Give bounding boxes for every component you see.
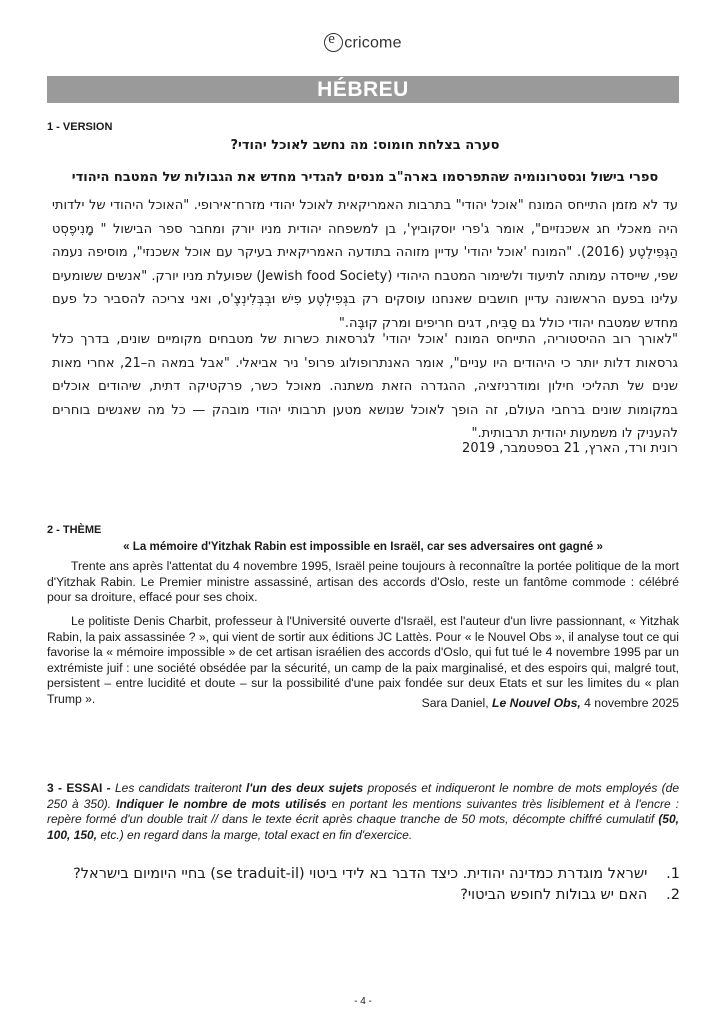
essay-text-g: etc.) en regard dans la marge, total exact en fin d'exercice.: [97, 827, 413, 842]
theme-citation: [47, 696, 679, 710]
logo-e-icon: [324, 33, 343, 52]
question-2-number: 2.: [666, 887, 680, 903]
essay-question-2: [60, 887, 680, 903]
question-1-text: ישראל מוגדרת כמדינה יהודית. כיצד הדבר בא לידי ביטוי (se traduit-il) בחיי היומיום בישראל?: [73, 866, 648, 882]
version-citation: רונית ורד, הארץ, 21 בספטמבר, 2019: [462, 441, 678, 456]
essay-text-f: (50, 100, 150,: [47, 812, 679, 842]
citation-author: Sara Daniel,: [421, 696, 493, 710]
version-subtitle: ספרי בישול וגסטרונומיה שהתפרסמו בארה"ב מנסים להגדיר מחדש את הגבולות של המטבח היהודי: [71, 170, 659, 185]
question-1-number: 1.: [666, 866, 680, 882]
theme-paragraph-1: Trente ans après l'attentat du 4 novembre 1995, Israël peine toujours à reconnaître la portée politique de la mort d'Yitzhak Rabin. Le Premier ministre assassiné, artisan des accords d'Oslo, reste un fantôme commode : célébré pour sa droiture, effacé pour ses choix.: [47, 559, 679, 605]
essay-text-a: Les candidats traiteront: [110, 781, 247, 795]
citation-source: Le Nouvel Obs,: [492, 696, 581, 710]
section-2-label: 2 - THÈME: [47, 524, 102, 536]
question-2-text: האם יש גבולות לחופש הביטוי?: [460, 887, 648, 903]
essay-text-e: en portant les mentions suivantes très lisiblement et à l'encre : repère formé d'un double trait // dans le texte écrit après chaque tranche de 50 mots, décompte chiffré cumulatif: [47, 796, 679, 826]
essay-text-c: proposés et indiqueront le nombre de mots employés (de 250 à 350).: [47, 781, 679, 811]
section-3-label: 3 - ESSAI -: [47, 781, 111, 795]
essay-text-d: Indiquer le nombre de mots utilisés: [116, 796, 327, 811]
version-title: סערה בצלחת חומוס: מה נחשב לאוכל יהודי?: [230, 138, 500, 153]
essay-text-b: l'un des deux sujets: [246, 781, 364, 795]
logo-text: cricome: [344, 34, 402, 52]
section-1-label: 1 - VERSION: [47, 121, 113, 133]
subject-banner: HÉBREU: [47, 76, 679, 103]
essay-question-1: [60, 866, 680, 882]
citation-date: 4 novembre 2025: [580, 696, 679, 710]
version-paragraph-2: "לאורך רוב ההיסטוריה, התייחס המונח 'אוכל יהודי' לגרסאות כשרות של מטבחים מקומיים שונים, בדרך כלל גרסאות דלות יותר כי היהודים היו עניים", אומר האנתרופולוג פרופ' ניר אביאלי. "אבל במאה ה–21, אחרי מאות שנים של תהליכי חילון ומודרניזציה, ההגדרה הזאת משתנה. מאוכל כשר, פרקטיקה דתית, שיהודים אוכלים במקומות שונים ברחבי העולם, זה הופך לאוכל שנושא מטען תרבותי יהודי מובהק — כל מה שאנשים בוחרים להעניק לו משמעות יהודית תרבותית.": [52, 332, 678, 442]
version-paragraph-1: עד לא מזמן התייחס המונח "אוכל יהודי" בתרבות האמריקאית לאוכל יהודי מזרח־אירופי. "האוכל היהודי של ילדותי היה מאכלי חג אשכנזיים", אומר ג'פרי יוסקוביץ', בן למשפחה יהודית מניו יורק ומחבר ספר הבישול " מָנִיפֶסְט הַגְּפִילְטֶע (2016). "המונח 'אוכל יהודי' עדיין מזוהה בתודעה האמריקאית בעיקר עם אוכל אשכנזי", מוסיפה נעמה שפי, שייסדה עמותה לתיעוד ולשימור המטבח היהודי (Jewish food Society) שפועלת מניו יורק. "אנשים ששומעים עלינו בפעם הראשונה עדיין חושבים שאנחנו עוסקים רק בגְּפִילְטֶע פִישׁ וּבְּבְּלִינְצֶ'ס, ואני צריכה להסביר כל פעם מחדש שמטבח יהודי כולל גם סַבִּיח, דגים חריפים ומרק קוּבֶּה.": [52, 198, 678, 331]
theme-title: « La mémoire d'Yitzhak Rabin est impossible en Israël, car ses adversaires ont gagné »: [123, 540, 603, 553]
essay-instructions: [47, 781, 679, 843]
page-number: - 4 -: [354, 996, 372, 1007]
theme-paragraph-2: Le politiste Denis Charbit, professeur à l'Université ouverte d'Israël, est l'auteur d'un livre passionnant, « Yitzhak Rabin, la paix assassinée ? », qui vient de sortir aux éditions JC Lattès. Pour « le Nouvel Obs », il analyse tout ce qui favorise la « mémoire impossible » de cet artisan israélien des accords d'Oslo, qui fut tué le 4 novembre 1995 par un extrémiste juif : une société obsédée par la sécurité, un camp de la paix marginalisé, et des espoirs qui, malgré tout, persistent – entre lucidité et doute – sur la possibilité d'une paix fondée sur deux Etats et sur les limites du « plan Trump ».: [47, 614, 679, 706]
ecricome-logo: [0, 34, 726, 53]
